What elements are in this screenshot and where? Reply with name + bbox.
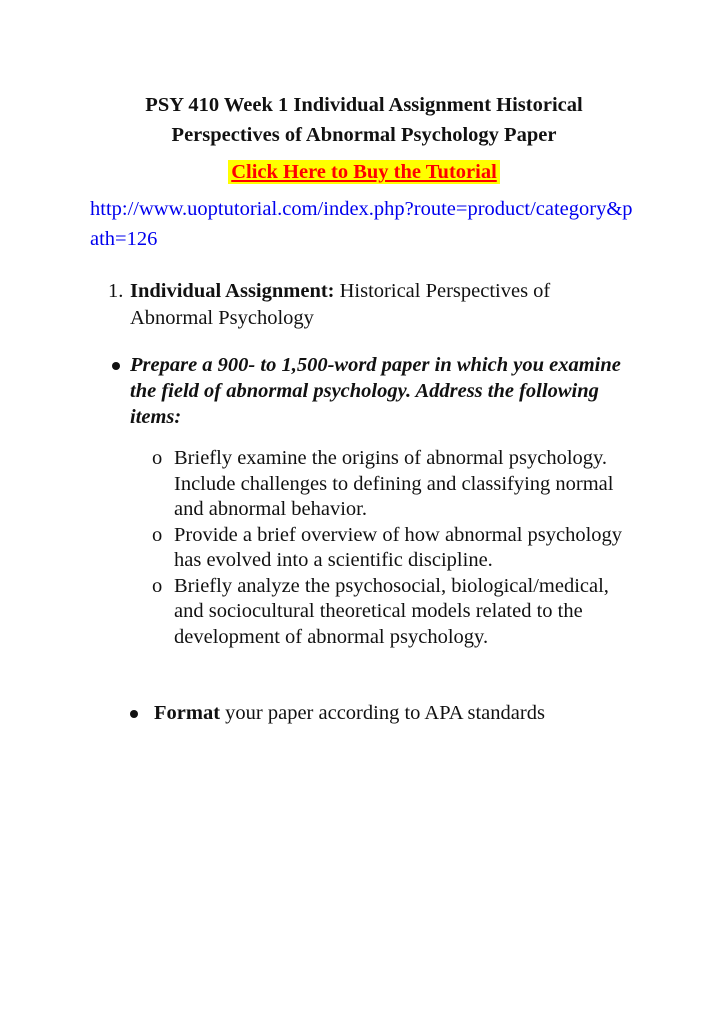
sub-item: [152, 574, 642, 651]
list-number: 1.: [108, 280, 124, 302]
list-item-body: [130, 278, 628, 332]
sub-item: [152, 523, 642, 574]
assignment-title: Historical Perspectives of Abnormal Psychology: [130, 280, 551, 329]
sub-item-text: Briefly analyze the psychosocial, biological/medical, and sociocultural theoretical models related to the development of abnormal psychology.: [174, 574, 609, 648]
sub-item-text: Provide a brief overview of how abnormal psychology has evolved into a scientific discipline.: [174, 523, 623, 571]
title-line-2: Perspectives of Abnormal Psychology Paper: [171, 124, 557, 146]
bullet-dot-icon: [130, 710, 138, 718]
circle-bullet-icon: o: [152, 447, 163, 469]
cta-container: [0, 160, 728, 184]
buy-tutorial-link[interactable]: Click Here to Buy the Tutorial: [228, 160, 500, 184]
numbered-list-item: [108, 278, 628, 332]
assignment-label: Individual Assignment:: [130, 280, 335, 302]
sub-item: [152, 446, 642, 523]
circle-bullet-icon: o: [152, 523, 163, 546]
main-bullet: [112, 352, 642, 430]
main-bullet-text: Prepare a 900- to 1,500-word paper in which you examine the field of abnormal psychology. Address the following items:: [130, 354, 621, 428]
sub-item-text: Briefly examine the origins of abnormal psychology. Include challenges to defining and classifying normal and abnormal behavior.: [174, 447, 614, 520]
tutorial-url-link[interactable]: http://www.uoptutorial.com/index.php?route=product/category&path=126: [90, 198, 633, 250]
title-line-1: PSY 410 Week 1 Individual Assignment Historical: [145, 94, 583, 116]
circle-bullet-icon: o: [152, 574, 163, 597]
sub-item-list: [152, 446, 642, 650]
document-title: [0, 90, 728, 150]
format-bullet: [130, 700, 650, 726]
format-label: Format: [154, 702, 221, 724]
bullet-dot-icon: [112, 362, 120, 370]
format-instruction: your paper according to APA standards: [225, 702, 545, 724]
format-bullet-text: [154, 700, 650, 726]
